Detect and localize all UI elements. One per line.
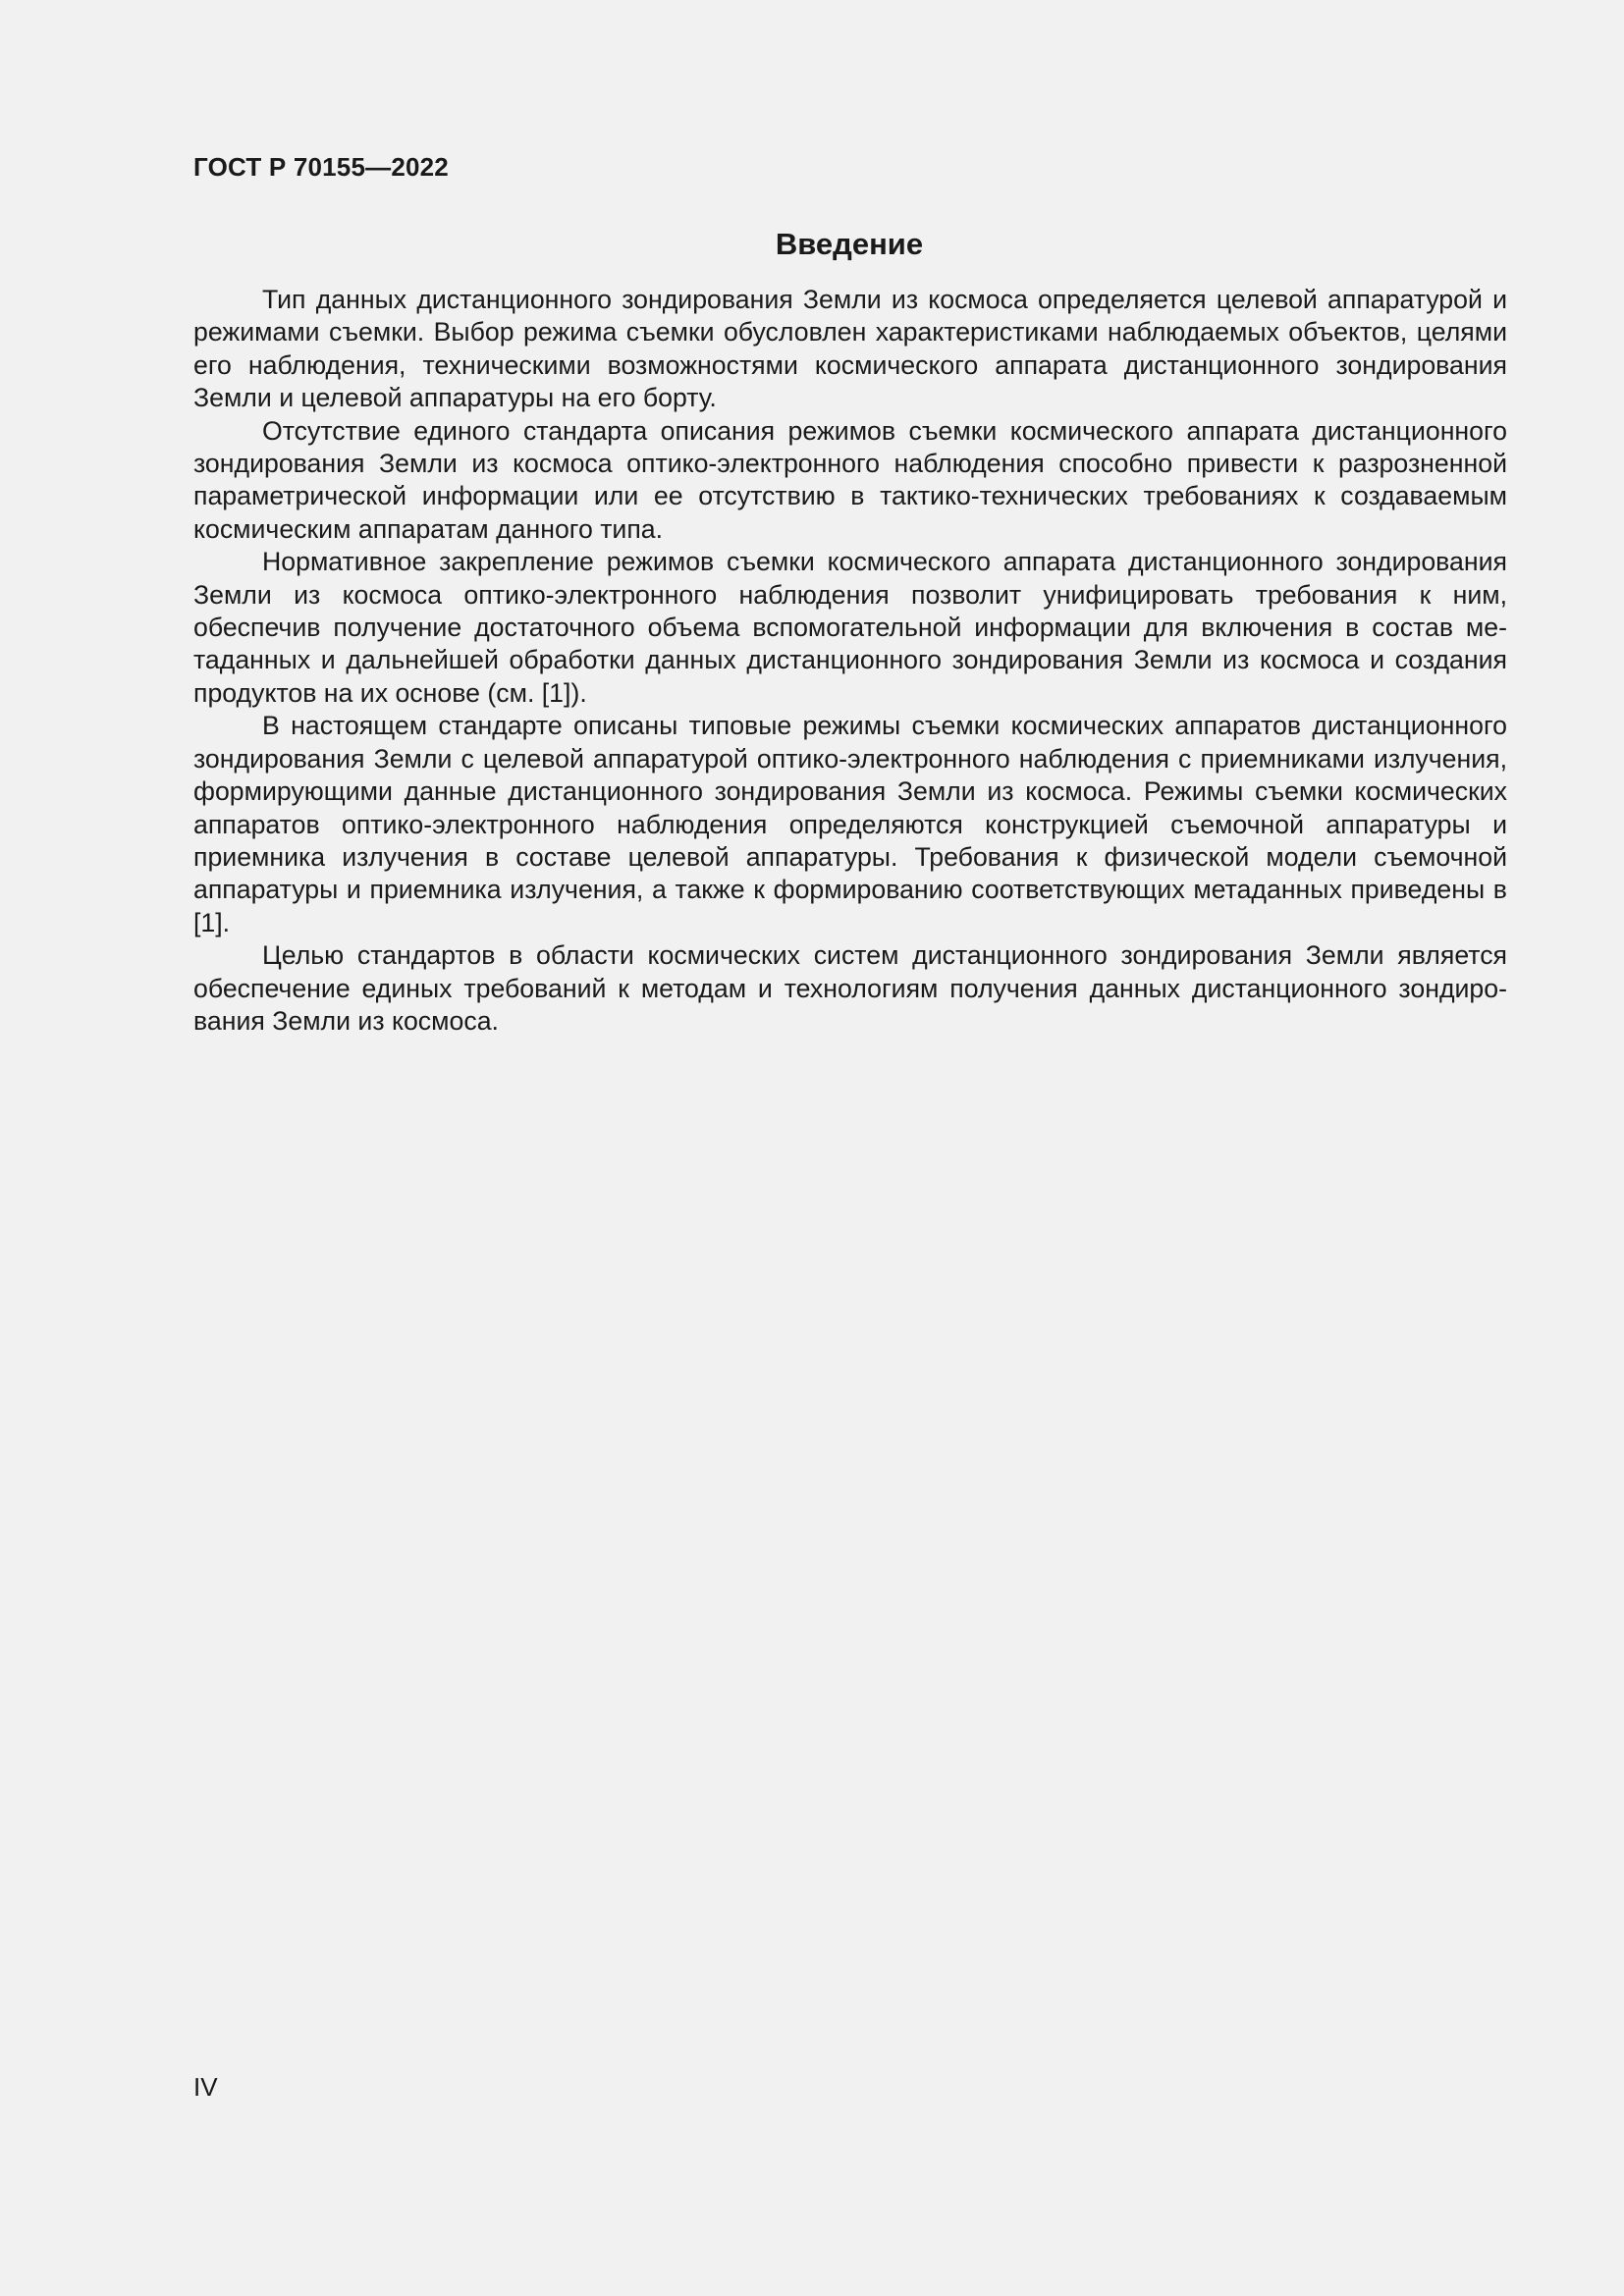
paragraph: Нормативное закрепление режимов съемки космического аппарата дистанционного зондирования Земли из космоса оптико-электронного наблюдения позволит унифицировать требования к ним, обеспечив получение достаточного объема вспомогательной информации для включения в состав метаданных и дальнейшей обработки данных дистанционного зондирования Земли из космоса и создания продуктов на их основе (см. [1]). [193,547,1507,708]
introduction-body [193,284,1507,1038]
section-title: Введение [775,227,924,261]
document-code-header: ГОСТ Р 70155—2022 [193,152,449,182]
paragraph: Целью стандартов в области космических систем дистанционного зондирования Земли является обеспечение единых требований к методам и технологиям получения данных дистанционного зондирования Земли из космоса. [193,940,1507,1036]
page-number: IV [193,2072,218,2102]
paragraph: Тип данных дистанционного зондирования Земли из космоса определяется целевой аппаратурой и режимами съемки. Выбор режима съемки обусловлен характеристиками наблюдаемых объектов, целями его наблюдения, техническими возможностями космического аппарата дистанционного зондирования Земли и целевой аппаратуры на его борту. [193,285,1507,413]
paragraph: В настоящем стандарте описаны типовые режимы съемки космических аппаратов дистанционного зондирования Земли с целевой аппаратурой оптико-электронного наблюдения с приемниками излучения, формирующими данные дистанционного зондирования Земли из космоса. Режимы съемки космических аппаратов оптико-электронного наблюдения определяются конструкцией съемочной аппаратуры и приемника излучения в составе целевой аппаратуры. Требования к физической модели съемочной аппаратуры и приемника излучения, а также к формированию соответствующих метаданных приведены в [1]. [193,711,1507,937]
paragraph: Отсутствие единого стандарта описания режимов съемки космического аппарата дистанционного зондирования Земли из космоса оптико-электронного наблюдения способно привести к разрозненной параметрической информации или ее отсутствию в тактико-технических требованиях к создаваемым космическим аппаратам данного типа. [193,415,1507,544]
